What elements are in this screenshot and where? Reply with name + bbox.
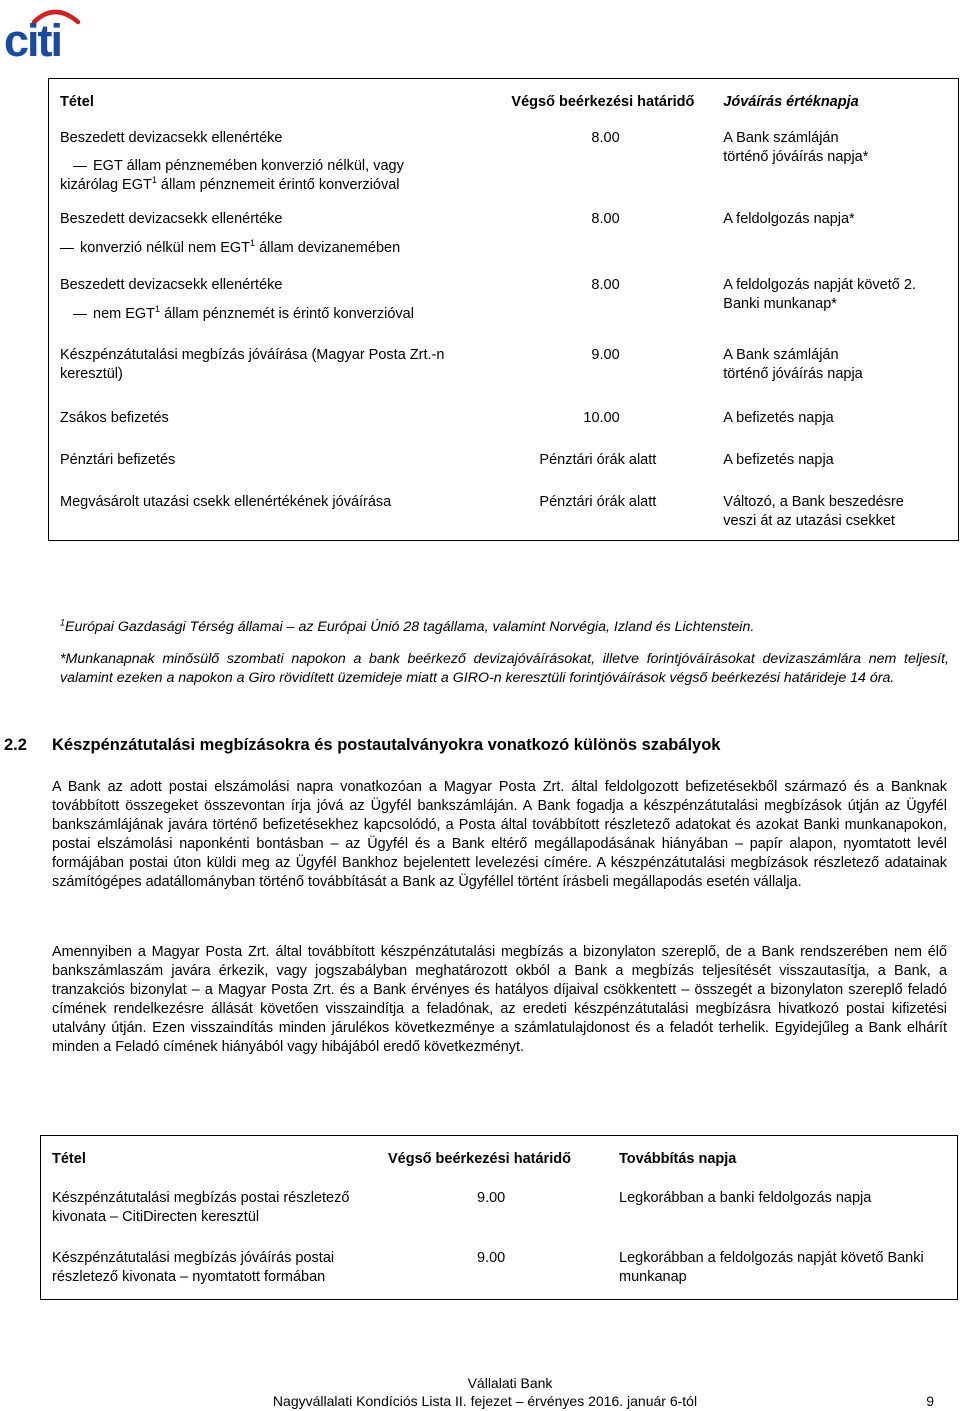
section-title: Készpénzátutalási megbízásokra és postautalványokra vonatkozó különös szabályok [52, 736, 721, 754]
row-item-main: Beszedett devizacsekk ellenértéke [60, 130, 283, 146]
row-item-sub: nem EGT [93, 306, 156, 322]
footnote-ref: 1 [151, 175, 157, 186]
row-deadline: 10.00 [583, 410, 620, 426]
table-row [41, 1239, 958, 1300]
row-value-date: Változó, a Bank beszedésre veszi át az utazási csekket [723, 494, 904, 529]
section-number: 2.2 [4, 736, 27, 754]
header-deadline: Végső beérkezési határidő [388, 1151, 571, 1167]
table-header-row [41, 1136, 958, 1180]
footnote-ref: 1 [250, 238, 256, 249]
row-item-main: Beszedett devizacsekk ellenértéke [60, 277, 283, 293]
cut-off-times-table [48, 78, 959, 541]
row-value-date: A feldolgozás napját követő 2. Banki munkanap* [723, 277, 916, 312]
row-item: Megvásárolt utazási csekk ellenértékének jóváírása [60, 494, 392, 510]
dash [73, 314, 87, 315]
footnote [60, 618, 949, 637]
row-value-date: A befizetés napja [723, 410, 834, 426]
row-item: Zsákos befizetés [60, 410, 169, 426]
row-item: Készpénzátutalási megbízás postai részletező kivonata – CitiDirecten keresztül [52, 1190, 350, 1225]
row-item-main: Beszedett devizacsekk ellenértéke [60, 211, 283, 227]
footer-line-1: Vállalati Bank [467, 1375, 553, 1391]
section-paragraph-1: A Bank az adott postai elszámolási napra vonatkozóan a Magyar Posta Zrt. által feldolgozott befizetésekből származó és a Banknak továbbított összegeket összevontan írja jóvá az Ügyfél bankszámláján. A Bank fogadja a készpénzátutalási megbízások útján az Ügyfél bankszámlájának javára történő befizetésekhez kapcsolódó, a Posta által továbbított részletező adatokat és azokat Banki munkanapokon, postai elszámolási naponkénti bontásban – az Ügyfél és a Bank eltérő megállapodásának hiányában – papír alapon, nyomtatott levél formájában postai úton küldi meg az Ügyfél Bankhoz bejelentett levelezési címére. A készpénzátutalási megbízások részletező adatainak számítógépes adatállományban történő továbbítását a Bank az Ügyféllel történt írásbeli megállapodás esetén vállalja. [52, 779, 947, 890]
row-item-sub: állam pénznemeit érintő konverzióval [156, 177, 400, 193]
row-value-date: A Bank számláján történő jóváírás napja* [723, 130, 869, 165]
row-item-sub: állam devizanemében [255, 240, 401, 256]
footnote-number: 1 [60, 617, 66, 628]
row-deadline: 9.00 [591, 347, 620, 363]
row-forward: Legkorábban a feldolgozás napját követő Banki munkanap [619, 1250, 924, 1285]
dash [60, 248, 74, 249]
citi-logo [4, 6, 84, 62]
section-heading [4, 736, 720, 755]
forwarding-table [40, 1135, 958, 1300]
header-forward: Továbbítás napja [619, 1151, 737, 1167]
footnote-text: Európai Gazdasági Térség államai – az Európai Únió 28 tagállama, valamint Norvégia, Izland és Lichtenstein. [65, 619, 755, 635]
table-row [49, 398, 959, 440]
row-deadline: 8.00 [591, 130, 620, 146]
row-item-sub: kizárólag EGT [60, 177, 152, 193]
row-deadline: Pénztári órák alatt [539, 452, 657, 468]
dash [73, 166, 87, 167]
header-value-date: Jóváírás értéknapja [723, 94, 859, 110]
row-item: Pénztári befizetés [60, 452, 176, 468]
row-item-sub: EGT állam pénznemében konverzió nélkül, vagy [93, 158, 404, 174]
row-value-date: A befizetés napja [723, 452, 834, 468]
footnote-ref: 1 [155, 304, 161, 315]
page-number: 9 [926, 1393, 934, 1409]
row-value-date: A feldolgozás napja* [723, 211, 855, 227]
row-value-date: A Bank számláján történő jóváírás napja [723, 347, 863, 382]
header-item: Tétel [60, 94, 94, 110]
table-row [49, 269, 959, 334]
row-item-sub: állam pénznemét is érintő konverzióval [160, 306, 414, 322]
table-row [41, 1179, 958, 1239]
section-paragraph-2: Amennyiben a Magyar Posta Zrt. által továbbított készpénzátutalási megbízás a bizonylaton szereplő, de a Bank rendszerében nem élő bankszámlaszám javára érkezik, vagy jogszabályban meghatározott okból a Bank a megbízás teljesítését visszautasítja, a Bank, a tranzakciós bizonylat – a Magyar Posta Zrt. és a Bank érvényes és hatályos díjaival csökkentett – összegét a bizonylaton szereplő feladó címének rendelkezésre állását követően visszaindítja a feladónak, az eredeti készpénzátutalási megbízásra hivatkozó postai kifizetési utalvány útján. Ezen visszaindítás minden járulékos következménye a számlatulajdonost és a feladót terhelik. Egyidejűleg a Bank elhárít minden a Feladó címének hiányából vagy hibájából eredő következményt. [52, 944, 947, 1055]
table-row [49, 124, 959, 203]
asterisk-note: *Munkanapnak minősülő szombati napokon a bank beérkező devizajóváírásokat, illetve forintjóváírásokat devizaszámlára nem teljesít, valamint ezeken a napokon a Giro rövidített üzemideje miatt a GIRO-n keresztüli forintjóváírások végső beérkezési határideje 14 óra. [60, 651, 949, 686]
row-forward: Legkorábban a banki feldolgozás napja [619, 1190, 872, 1206]
table-row [49, 440, 959, 482]
page-footer [0, 1374, 960, 1410]
row-deadline: 8.00 [591, 211, 620, 227]
table-header-row [49, 79, 959, 125]
row-deadline: 8.00 [591, 277, 620, 293]
footer-line-2: Nagyvállalati Kondíciós Lista II. fejezet – érvényes 2016. január 6-tól [272, 1393, 698, 1409]
table-row [49, 203, 959, 269]
logo-wordmark: citi [4, 15, 62, 62]
row-item: Készpénzátutalási megbízás jóváírás postai részletező kivonata – nyomtatott formában [52, 1250, 335, 1285]
row-deadline: Pénztári órák alatt [539, 494, 657, 510]
header-deadline: Végső beérkezési határidő [511, 94, 695, 110]
row-deadline: 9.00 [477, 1250, 506, 1266]
header-item: Tétel [52, 1151, 86, 1167]
row-deadline: 9.00 [477, 1190, 506, 1206]
table-row [49, 334, 959, 398]
row-item: Készpénzátutalási megbízás jóváírása (Magyar Posta Zrt.-n keresztül) [60, 347, 445, 382]
row-item-sub: konverzió nélkül nem EGT [80, 240, 251, 256]
table-row [49, 482, 959, 541]
